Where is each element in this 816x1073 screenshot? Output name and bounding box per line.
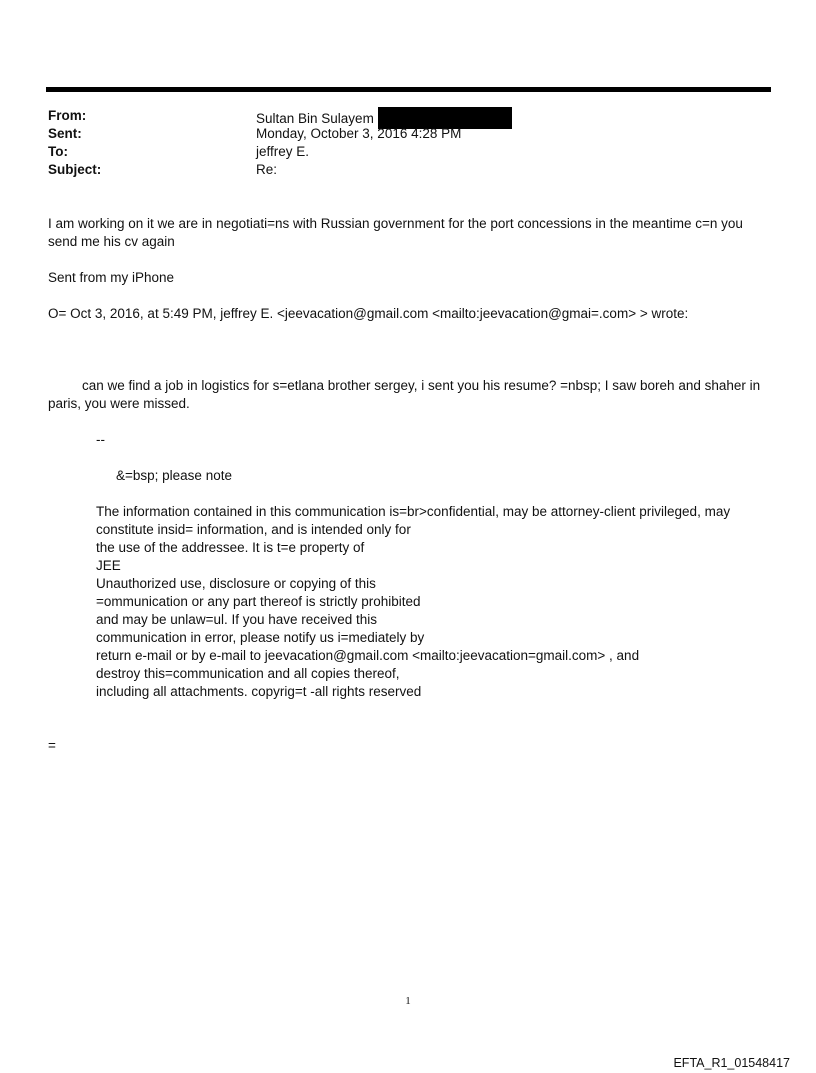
from-label: From: <box>48 108 87 123</box>
please-note: &=bsp; please note <box>116 468 232 483</box>
subject-row <box>48 161 768 179</box>
disclaimer-line: destroy this=communication and all copies thereof, <box>96 666 400 681</box>
disclaimer-line: communication in error, please notify us i=mediately by <box>96 630 425 645</box>
reply-paragraph: I am working on it we are in negotiati=ns with Russian government for the port concessions in the meantime c=n you send me his cv again <box>48 216 743 249</box>
sent-value: Monday, October 3, 2016 4:28 PM <box>256 126 462 141</box>
page-number: 1 <box>405 995 411 1007</box>
disclaimer-line: and may be unlaw=ul. If you have received this <box>96 612 378 627</box>
from-row <box>48 107 768 125</box>
from-value <box>256 107 512 125</box>
subject-value: Re: <box>256 162 278 177</box>
document-id: EFTA_R1_01548417 <box>673 1056 790 1070</box>
disclaimer-line: constitute insid= information, and is intended only for <box>96 522 411 537</box>
disclaimer-line: Unauthorized use, disclosure or copying of this <box>96 576 376 591</box>
subject-label: Subject: <box>48 162 102 177</box>
signature-dashes: -- <box>96 432 105 447</box>
to-value: jeffrey E. <box>256 144 310 159</box>
disclaimer-line: the use of the addressee. It is t=e property of <box>96 540 365 555</box>
quote-intro: O= Oct 3, 2016, at 5:49 PM, jeffrey E. <jeevacation@gmail.com <mailto:jeevacation@gmai=.com> > wrote: <box>48 306 689 321</box>
trailing-equals: = <box>48 738 56 753</box>
sent-label: Sent: <box>48 126 82 141</box>
disclaimer-line: JEE <box>96 558 121 573</box>
disclaimer-line: The information contained in this communication is=br>confidential, may be attorney-client privileged, may <box>96 504 731 519</box>
disclaimer-line: return e-mail or by e-mail to jeevacation@gmail.com <mailto:jeevacation=gmail.com> , and <box>96 648 640 663</box>
from-name: Sultan Bin Sulayem <box>256 111 374 126</box>
disclaimer-line: including all attachments. copyrig=t -all rights reserved <box>96 684 422 699</box>
disclaimer-block <box>96 503 768 701</box>
signature-line: Sent from my iPhone <box>48 270 175 285</box>
sent-row <box>48 125 768 143</box>
to-row <box>48 143 768 161</box>
header-rule <box>46 87 771 92</box>
quoted-paragraph: can we find a job in logistics for s=etlana brother sergey, i sent you his resume? =nbsp; I saw boreh and shaher in paris, you were missed. <box>48 378 761 411</box>
disclaimer-line: =ommunication or any part thereof is strictly prohibited <box>96 594 421 609</box>
email-header <box>48 107 768 179</box>
to-label: To: <box>48 144 68 159</box>
